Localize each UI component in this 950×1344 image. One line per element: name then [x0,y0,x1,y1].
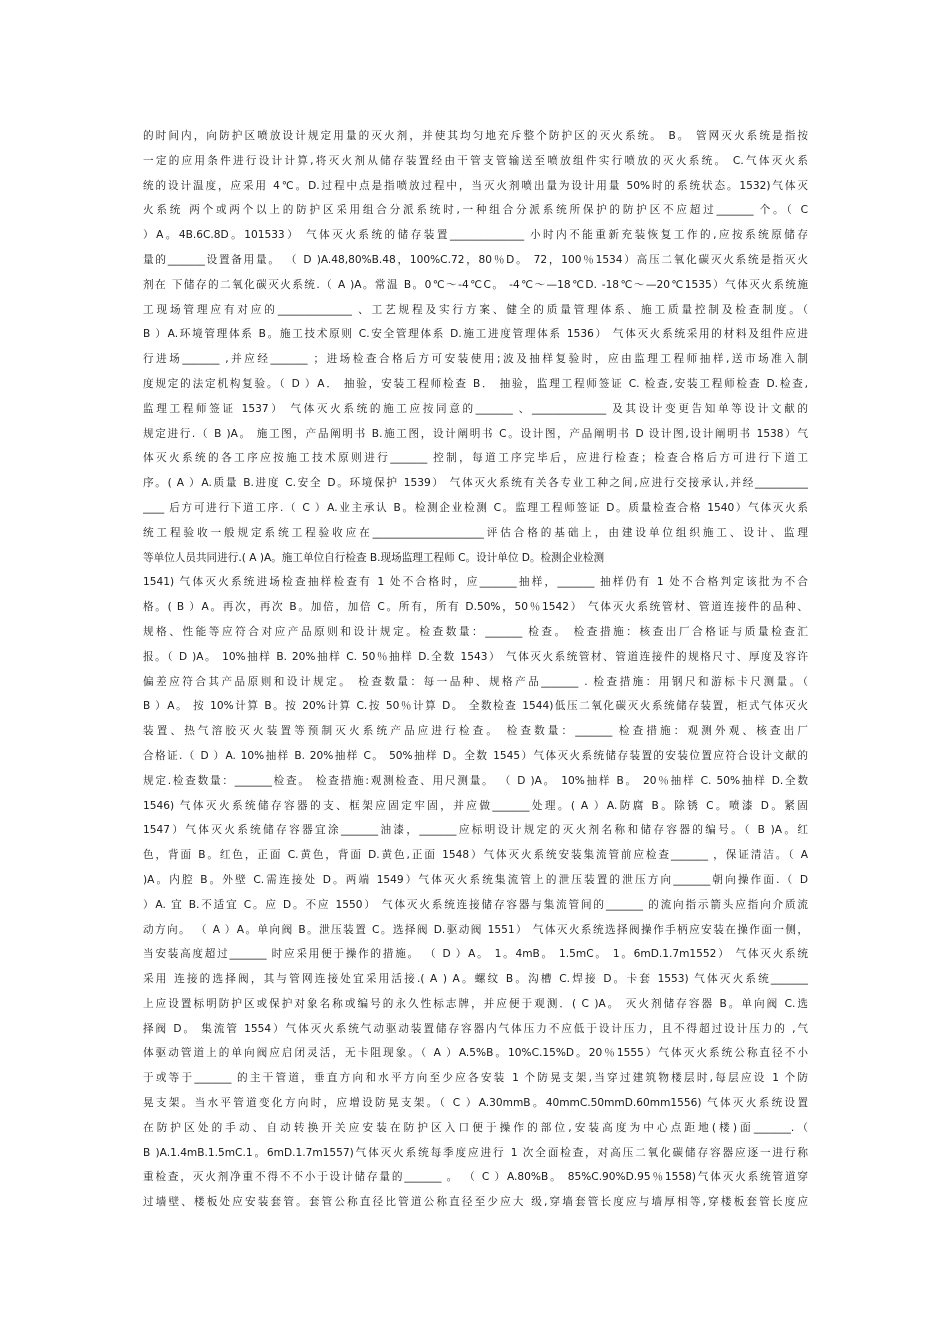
text-line: 统的设计温度，应采用 4℃。D.过程中点是指喷放过程中，当灭火剂喷出量为设计用量 50%时的系统状态。1532)气体灭 [143,179,808,192]
text-line: 动方向。 （ A ）A。单向阀 B。泄压装置 C。选择阀 D.驱动阀 1551） 气体灭火系统选择阀操作手柄应安装在操作面一侧， [143,923,808,936]
text-line: B )A.1.4mB.1.5mC.1。6mD.1.7m1557)气体灭火系统每季度应进行 1 次全面检查，对高压二氧化碳储存容器应逐一进行称 [143,1146,808,1159]
text-line: 序。( A ）A.质量 B.进度 C.安全 D。环境保护 1539） 气体灭火系统有关各专业工种之间,应进行交接承认,并经__________ [143,477,808,490]
text-line: 监理工程师签证 1537） 气体灭火系统的施工应按同意的_______ 、______________ 及其设计变更告知单等设计文献的 [143,402,808,415]
text-line: 过墙壁、楼板处应安装套管。套管公称直径比管道公称直径至少应大 级,穿墙套管长度应与墙厚相等,穿楼板套管长度应 [143,1196,808,1209]
text-line: 规定.检查数量：_______检查。 检查措施:观测检查、用尺测量。 （ D )A。 10%抽样 B。 20％抽样 C. 50%抽样 D.全数 [143,774,808,787]
text-line: 的时间内，向防护区喷放设计规定用量的灭火剂，并使其均匀地充斥整个防护区的灭火系统。 B。 管网灭火系统是指按 [143,130,808,142]
text-line: )A。内腔 B。外壁 C.需连接处 D。两端 1549）气体灭火系统集流管上的泄压装置的泄压方向_______朝向操作面.（ D [143,873,808,886]
text-line: 采用 连接的选择阀，其与管网连接处宜采用活接.( A ) A。螺纹 B。沟槽 C.焊接 D。卡套 1553) 气体灭火系统_______ [143,973,808,986]
text-line: 格。( B ）A。再次，再次 B。加倍，加倍 C。所有，所有 D.50%，50％1542） 气体灭火系统管材、管道连接件的品种、 [143,601,808,614]
text-line: 装置、热气溶胶灭火装置等预制灭火系统产品应进行检查。 检查数量：_______ 检查措施：观测外观、核查出厂 [143,725,808,738]
text-line: 度规定的法定机构复验。（ D ）A． 抽验，安装工程师检查 B． 抽验，监理工程师签证 C. 检查,安装工程师检查 D.检查, [143,377,808,390]
document-body [143,124,808,1215]
text-line: ）A. 宜 B.不适宜 C。应 D。不应 1550） 气体灭火系统连接储存容器与集流管间的_______ 的流向指示箭头应指向介质流 [143,898,808,911]
text-line: 1541) 气体灭火系统进场检查抽样检查有 1 处不合格时，应_______抽样，_______ 抽样仍有 1 处不合格判定该批为不合 [143,576,808,589]
text-line: B ）A。 按 10%计算 B。按 20%计算 C.按 50％计算 D。 全数检查 1544)低压二氧化碳灭火系统储存装置，柜式气体灭火 [143,700,808,713]
text-line: 报。（ D )A。 10%抽样 B. 20%抽样 C. 50％抽样 D.全数 1543） 气体灭火系统管材、管道连接件的规格尺寸、厚度及容许 [143,650,808,663]
text-line: B ）A.环境管理体系 B。施工技术原则 C.安全管理体系 D.施工进度管理体系 1536） 气体灭火系统采用的材料及组件应进 [143,328,808,341]
text-line: 一定的应用条件进行设计计算,将灭火剂从储存装置经由干管支管输送至喷放组件实行喷放的灭火系统。 C.气体灭火系 [143,154,808,167]
text-line: 等单位人员共同进行.( A )A。施工单位自行检查 B.现场监理工程师 C。设计单位 D。检测企业检测 [143,551,605,564]
text-line: 1547）气体灭火系统储存容器宜涂_______油漆，_______应标明设计规定的灭火剂名称和储存容器的编号。（ B )A。红 [143,824,808,837]
text-line: 晃支架。当水平管道变化方向时，应增设防晃支架。（ C ）A.30mmB。40mmC.50mmD.60mm1556) 气体灭火系统设置 [143,1097,808,1110]
text-line: 剂在 下储存的二氧化碳灭火系统.（ A )A。常温 B。0℃～-4℃C。 -4℃～—18℃D. -18℃～—20℃1535）气体灭火系统施 [143,278,808,291]
text-line: 重检查，灭火剂净重不得不不小于设计储存量的_______ 。 （ C ）A.80%B。 85%C.90%D.95％1558)气体灭火系统管道穿 [143,1171,808,1184]
text-line: ）A。4B.6C.8D。101533） 气体灭火系统的储存装置______________ 小时内不能重新充装恢复工作的,应按系统原储存 [143,229,808,242]
text-line: 偏差应符合其产品原则和设计规定。 检查数量：每一品种、规格产品_______ . 检查措施：用钢尺和游标卡尺测量。（ [143,675,808,688]
text-line: 统工程验收一般规定系统工程验收应在_____________________评估合格的基础上，由建设单位组织施工、设计、监理 [143,526,808,539]
text-line: 择阀 D。 集流管 1554）气体灭火系统气动驱动装置储存容器内气体压力不应低于设计压力，且不得超过设计压力的 ,气 [143,1022,808,1035]
text-line: 规格、性能等应符合对应产品原则和设计规定。检查数量：_______ 检查。 检查措施：核查出厂合格证与质量检查汇 [143,625,808,638]
text-line: 色，背面 B。红色，正面 C.黄色，背面 D.黄色,正面 1548）气体灭火系统安装集流管前应检查_______ ，保证清洁。（ A [143,849,808,862]
text-line: 1546) 气体灭火系统储存容器的支、框架应固定牢固，并应做_______处理。( A ）A.防腐 B。除锈 C。喷漆 D。紧固 [143,799,808,812]
text-line: 体驱动管道上的单向阀应启闭灵活，无卡阻现象。（ A ）A.5%B。10%C.15%D。20％1555）气体灭火系统公称直径不小 [143,1047,808,1060]
text-line: 行进场_______ ,并应经_______ ；进场检查合格后方可安装使用;波及抽样复验时，应由监理工程师抽样,送市场准入制 [143,353,808,366]
text-line: 体灭火系统的各工序应按施工技术原则进行_______ 控制，每道工序完毕后，应进行检查；检查合格后方可进行下道工 [143,452,808,465]
text-line: 当安装高度超过_______ 时应采用便于操作的措施。 （ D ）A。 1。4mB。 1.5mC。 1。6mD.1.7m1552） 气体灭火系统 [143,948,808,961]
text-line: 合格证.（ D ）A. 10%抽样 B. 20%抽样 C。 50%抽样 D。全数 1545）气体灭火系统储存装置的安装位置应符合设计文献的 [143,749,808,762]
text-line: 上应设置标明防护区或保护对象名称或编号的永久性标志牌，并应便于观测．( C )A。 灭火剂储存容器 B。单向阀 C.选 [143,997,808,1010]
text-line: 量的_______设置备用量。 （ D )A.48,80%B.48，100%C.72，80％D。 72，100％1534）高压二氧化碳灭火系统是指灭火 [143,253,808,266]
text-line: ____ 后方可进行下道工序.（ C ）A.业主承认 B。检测企业检测 C。监理工程师签证 D。质量检查合格 1540）气体灭火系 [143,501,808,514]
text-line: 于或等于_______ 的主干管道，垂直方向和水平方向至少应各安装 1 个防晃支架,当穿过建筑物楼层时,每层应设 1 个防 [143,1072,808,1085]
text-line: 火系统 两个或两个以上的防护区采用组合分派系统时,一种组合分派系统所保护的防护区不应超过_______ 个。（ C [143,204,808,217]
text-line: 在防护区处的手动、自动转换开关应安装在防护区入口便于操作的部位,安装高度为中心点距地(楼)面_______.（ [143,1121,808,1134]
text-line: 规定进行.（ B )A。 施工图，产品阐明书 B.施工图，设计阐明书 C。设计图，产品阐明书 D 设计图,设计阐明书 1538）气 [143,427,808,440]
text-line: 工现场管理应有对应的______________ 、工艺规程及实行方案、健全的质量管理体系、施工质量控制及检查制度。（ [143,303,808,316]
